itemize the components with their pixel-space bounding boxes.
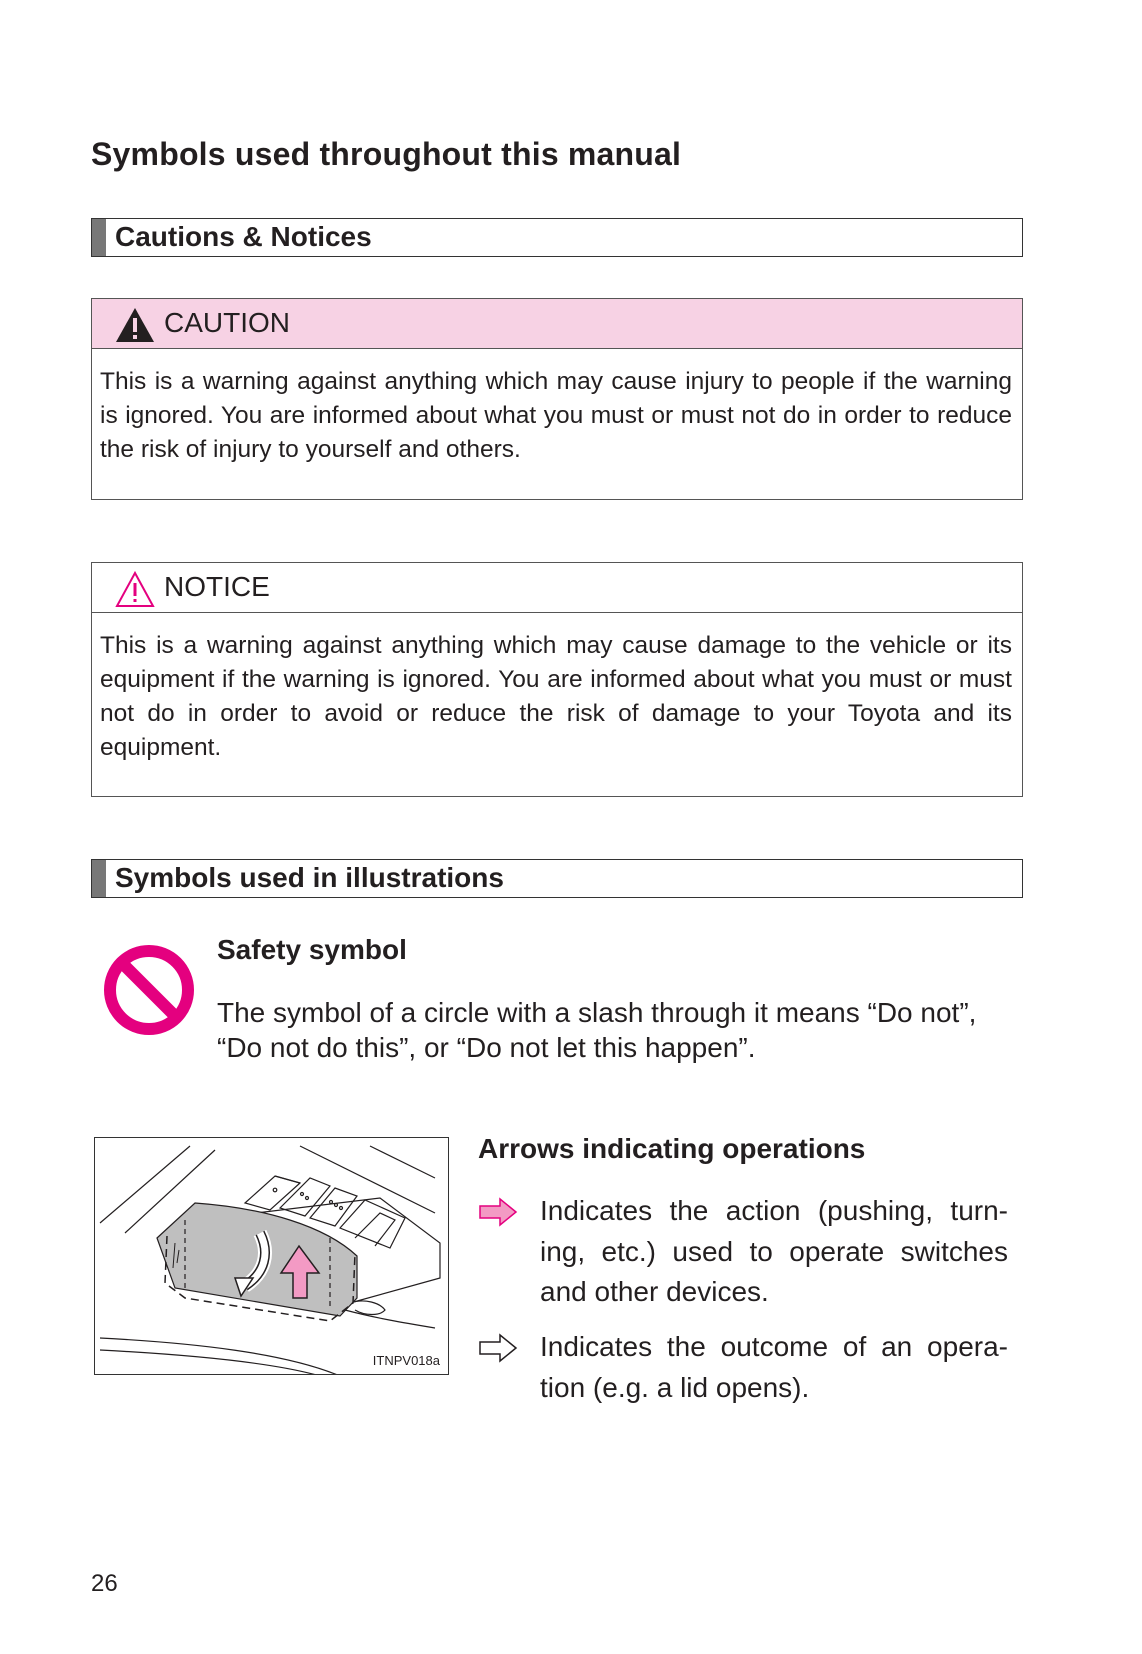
section-marker [92, 219, 106, 256]
arrow-item-text: Indicates the outcome of an opera-tion (e.g. a lid opens). [540, 1331, 1008, 1403]
arrow-item-outcome [478, 1327, 1008, 1412]
pink-filled-arrow-icon [478, 1197, 518, 1232]
arrow-item-action [478, 1191, 1008, 1316]
arrows-title: Arrows indicating operations [478, 1133, 866, 1164]
warning-triangle-outline-icon [114, 570, 156, 613]
safety-symbol-title: Safety symbol [217, 934, 407, 965]
section-heading-cautions [91, 218, 1023, 257]
notice-text: This is a warning against anything which may cause damage to the vehicle or its equipment if the warning is ignored. You are informed about what you must or must not do in order to avoid or reduce the risk of damage to your Toyota and its equipment. [100, 632, 1012, 761]
warning-triangle-filled-icon [114, 306, 156, 349]
overhead-console-illustration [94, 1137, 449, 1375]
section-heading-label: Symbols used in illustrations [115, 862, 504, 893]
prohibition-icon [102, 943, 196, 1042]
caution-label: CAUTION [164, 307, 290, 338]
outline-arrow-icon [478, 1333, 518, 1368]
safety-symbol-text: The symbol of a circle with a slash through it means “Do not”, “Do not do this”, or “Do not let this happen”. [217, 997, 977, 1063]
page-number: 26 [91, 1570, 118, 1597]
section-heading-label: Cautions & Notices [115, 221, 372, 252]
notice-box [91, 562, 1023, 797]
notice-header [92, 563, 1022, 613]
caution-box [91, 298, 1023, 500]
caution-header [92, 299, 1022, 349]
arrow-item-text: Indicates the action (pushing, turn-ing, etc.) used to operate switches and other devices. [540, 1195, 1008, 1307]
caution-text: This is a warning against anything which may cause injury to people if the warning is ignored. You are informed about what you must or must not do in order to reduce the risk of injury to yourself and others. [100, 368, 1012, 463]
figure-code: ITNPV018a [372, 1353, 440, 1368]
section-marker [92, 860, 106, 897]
section-heading-illustrations [91, 859, 1023, 898]
notice-label: NOTICE [164, 571, 270, 602]
page-title: Symbols used throughout this manual [91, 136, 682, 172]
